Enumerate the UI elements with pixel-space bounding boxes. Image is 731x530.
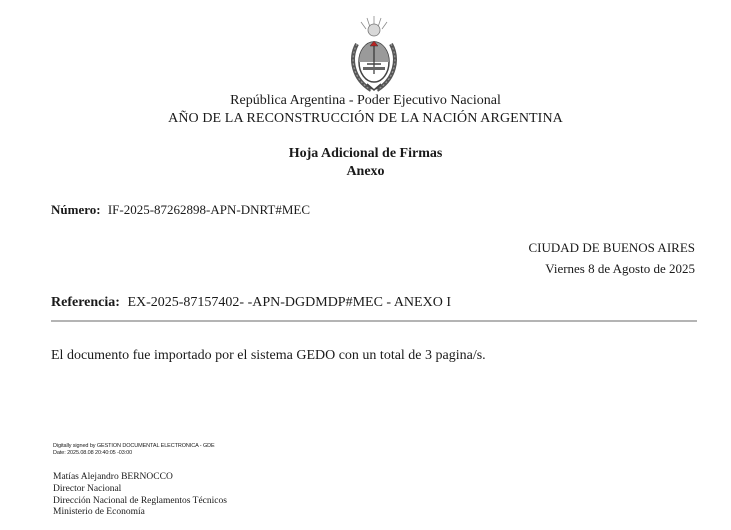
numero-label: Número: [51, 202, 101, 217]
referencia-value: EX-2025-87157402- -APN-DGDMDP#MEC - ANEXO I [127, 295, 451, 310]
document-subtitle: Anexo [346, 164, 385, 179]
body-text: El documento fue importado por el sistema GEDO con un total de 3 pagina/s. [51, 348, 486, 363]
divider [51, 320, 697, 322]
place-text: CIUDAD DE BUENOS AIRES [528, 240, 695, 255]
argentina-coat-of-arms-icon [347, 14, 401, 94]
referencia-label: Referencia: [51, 295, 120, 310]
numero-row [51, 202, 310, 218]
header-line-1: República Argentina - Poder Ejecutivo Nacional [230, 93, 501, 108]
signer-role: Director Nacional [53, 484, 122, 494]
signer-name: Matías Alejandro BERNOCCO [53, 472, 173, 482]
header-line-2: AÑO DE LA RECONSTRUCCIÓN DE LA NACIÓN ARGENTINA [168, 111, 563, 126]
digital-signature-line: Digitally signed by GESTION DOCUMENTAL ELECTRONICA - GDE [53, 443, 215, 449]
digital-signature-date: Date: 2025.08.08 20:40:05 -03:00 [53, 450, 133, 456]
signer-ministry: Ministerio de Economía [53, 507, 145, 517]
signer-department: Dirección Nacional de Reglamentos Técnicos [53, 496, 227, 506]
document-title: Hoja Adicional de Firmas [288, 146, 443, 161]
numero-value: IF-2025-87262898-APN-DNRT#MEC [107, 202, 311, 217]
date-text: Viernes 8 de Agosto de 2025 [545, 261, 695, 276]
referencia-row [51, 295, 451, 311]
